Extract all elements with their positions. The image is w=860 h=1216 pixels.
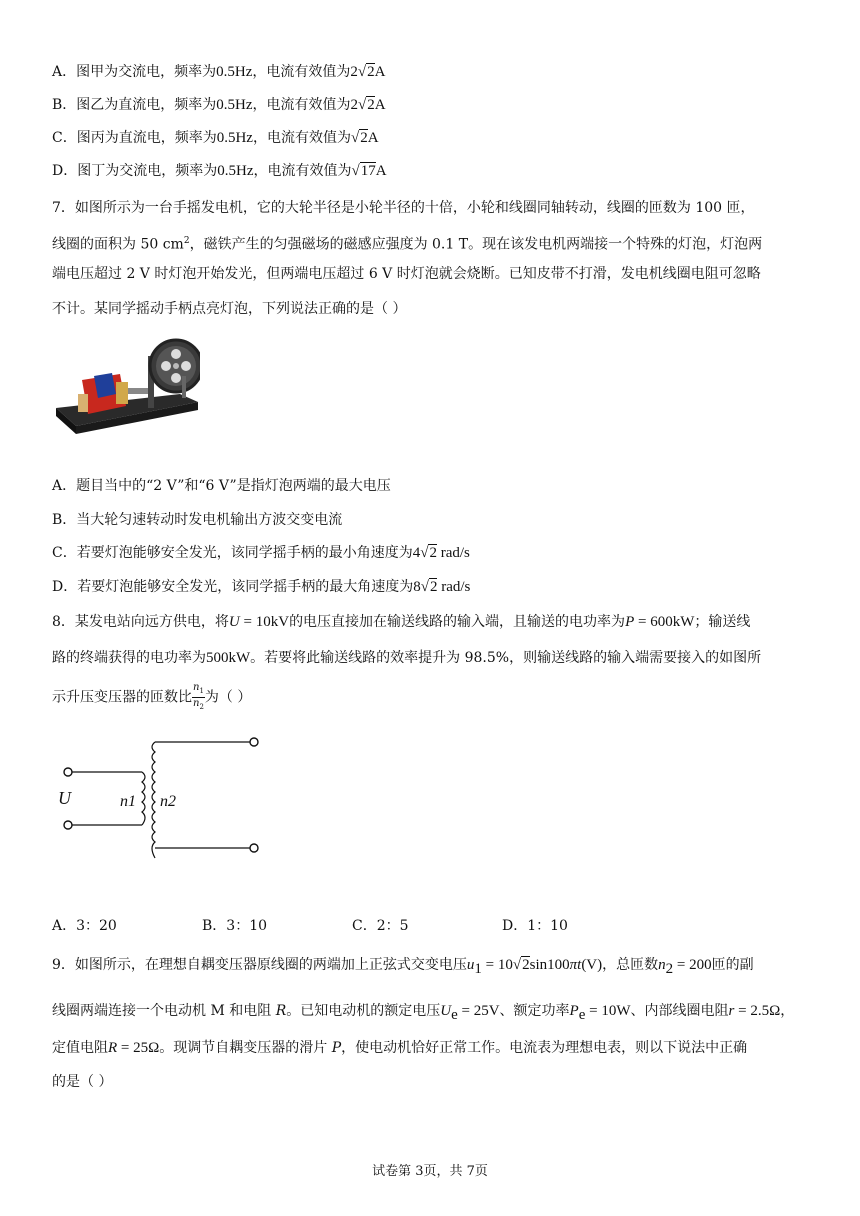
q8-stem-line-3: 示升压变压器的匝数比 $\frac{n_1}{n_2}$ 为（ ） — [52, 682, 252, 711]
q7-option-d: D．若要灯泡能够安全发光，该同学摇手柄的最大角速度为8√2 rad/s — [52, 579, 471, 595]
step-up-transformer-diagram — [52, 730, 282, 860]
primary-coil-label: n1 — [120, 793, 136, 810]
q6-option-a: A．图甲为交流电，频率为0.5Hz，电流有效值为2√2A — [52, 64, 386, 80]
q9-stem-line-2: 线圈两端连接一个电动机 M 和电阻 R。已知电动机的额定电压$U_e = 25V$、额定功率$P_e = 10W$、内部线圈电阻r = 2.5Ω， — [52, 1003, 795, 1023]
q9-stem-line-1: 9．如图所示，在理想自耦变压器原线圈的两端加上正弦式交变电压$u_1 = 10√2\sin 100\pi t(V)$，总匝数$n_2 = 200$匝的副 — [52, 957, 754, 977]
turns-ratio-fraction: $\frac{n_1}{n_2}$ — [193, 682, 204, 711]
q7-stem-line-4: 不计。某同学摇动手柄点亮灯泡，下列说法正确的是（ ） — [52, 301, 407, 317]
q7-option-a: A．题目当中的“2 V”和“6 V”是指灯泡两端的最大电压 — [52, 478, 391, 494]
hand-generator-photo — [52, 336, 200, 442]
q8-option-b: B．3：10 — [202, 918, 268, 934]
q7-option-c: C．若要灯泡能够安全发光，该同学摇手柄的最小角速度为4√2 rad/s — [52, 545, 470, 561]
q8-stem-line-2: 路的终端获得的电功率为500kW。若要将此输送线路的效率提升为 98.5%，则输送线路的输入端需要接入的如图所 — [52, 650, 762, 666]
q6-option-b: B．图乙为直流电，频率为0.5Hz，电流有效值为2√2A — [52, 97, 386, 113]
voltage-label-u: U — [58, 788, 71, 808]
q7-stem-line-1: 7．如图所示为一台手摇发电机，它的大轮半径是小轮半径的十倍，小轮和线圈同轴转动，线圈的匝数为 100 匝， — [52, 200, 755, 216]
q8-option-c: C．2：5 — [352, 918, 409, 934]
q8-option-d: D．1：10 — [502, 918, 568, 934]
q8-stem-line-1: 8．某发电站向远方供电，将U = 10kV的电压直接加在输送线路的输入端，且输送的电功率为P = 600kW；输送线 — [52, 614, 751, 630]
secondary-coil-label: n2 — [160, 793, 176, 810]
page-footer: 试卷第 3页，共 7页 — [372, 1164, 488, 1179]
q9-stem-line-3: 定值电阻R = 25Ω。现调节自耦变压器的滑片 P，使电动机恰好正常工作。电流表为理想电表，则以下说法中正确 — [52, 1040, 748, 1056]
q6-option-c: C．图丙为直流电，频率为0.5Hz，电流有效值为√2A — [52, 130, 379, 146]
q9-stem-line-4: 的是（ ） — [52, 1074, 113, 1090]
q8-option-a: A．3：20 — [52, 918, 117, 934]
q7-stem-line-2: 线圈的面积为 50 $cm^2$，磁铁产生的匀强磁场的磁感应强度为 0.1 T。现在该发电机两端接一个特殊的灯泡，灯泡两 — [52, 236, 763, 253]
q7-stem-line-3: 端电压超过 2 V 时灯泡开始发光，但两端电压超过 6 V 时灯泡就会烧断。已知皮带不打滑，发电机线圈电阻可忽略 — [52, 266, 761, 282]
q6-option-d: D．图丁为交流电，频率为0.5Hz，电流有效值为√17A — [52, 163, 387, 179]
q7-option-b: B．当大轮匀速转动时发电机输出方波交变电流 — [52, 512, 343, 528]
